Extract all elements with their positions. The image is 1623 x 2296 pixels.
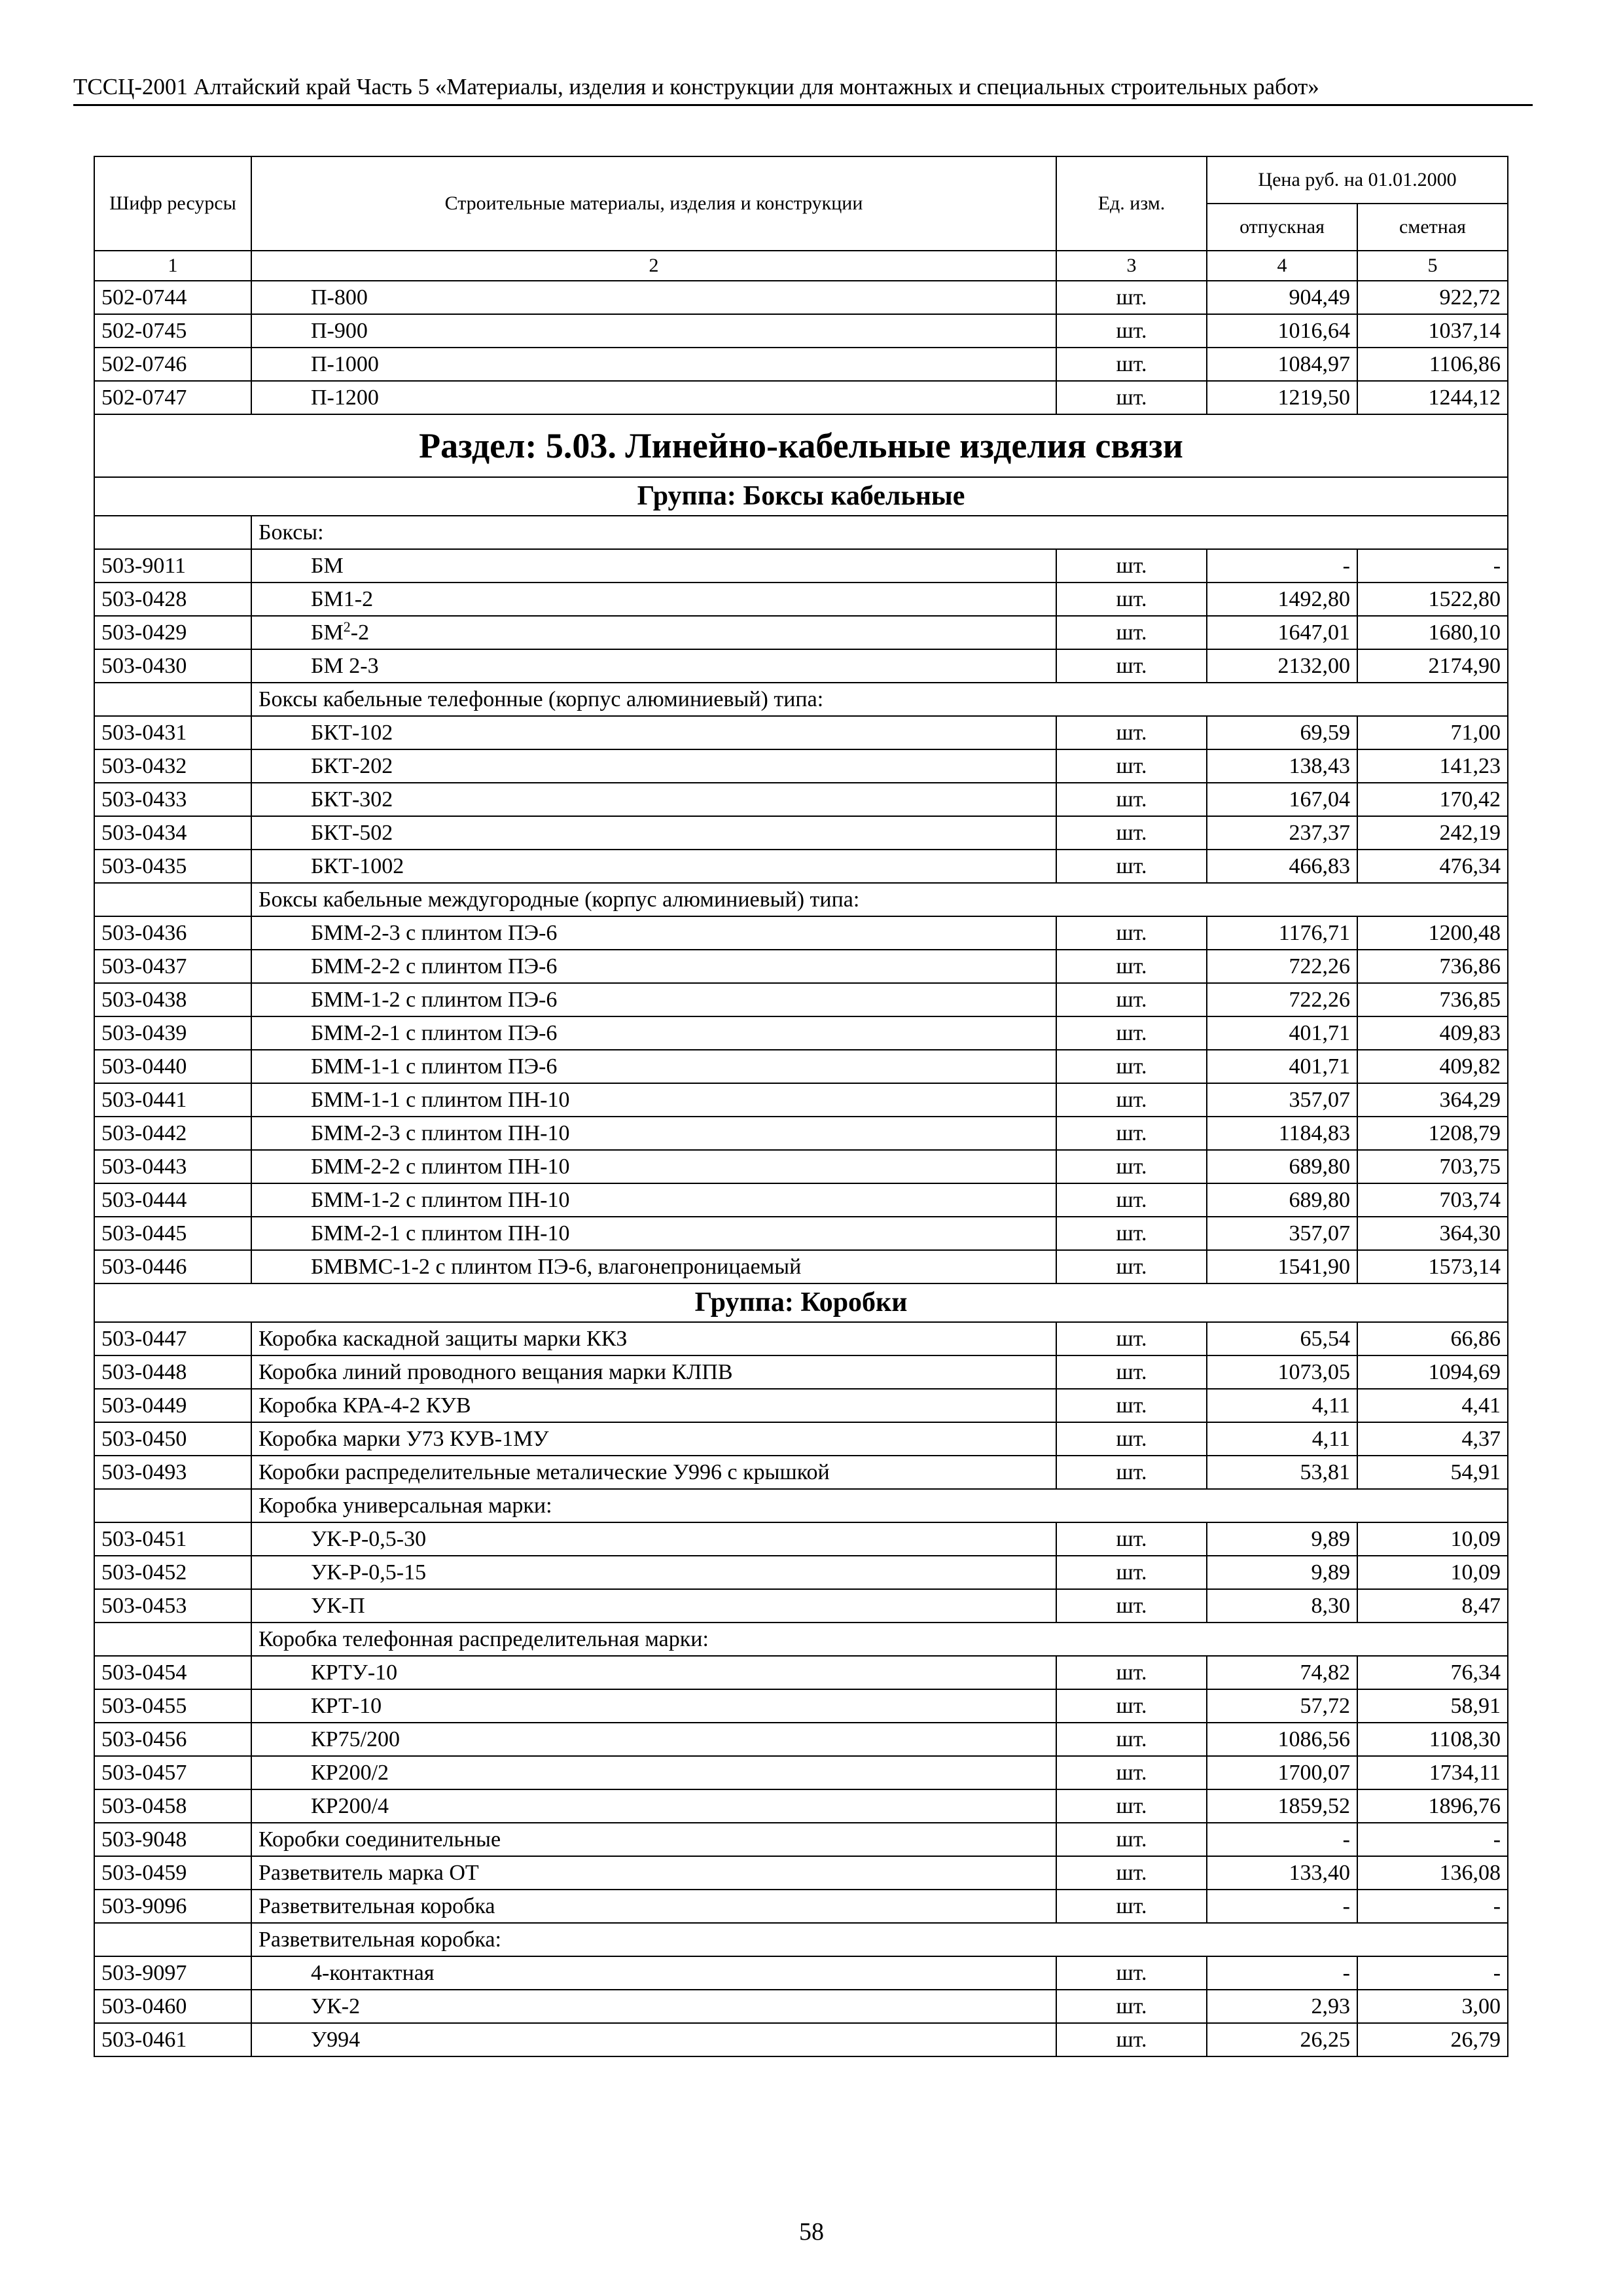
price-release-cell: 357,07 xyxy=(1207,1217,1357,1250)
name-cell: КРТУ-10 xyxy=(251,1656,1056,1689)
unit-cell: шт. xyxy=(1056,983,1207,1016)
code-cell: 503-9097 xyxy=(94,1956,251,1990)
col-code-header: Шифр ресурсы xyxy=(94,156,251,251)
table-row xyxy=(94,1083,1508,1117)
subheading-row xyxy=(94,883,1508,916)
table-row xyxy=(94,281,1508,314)
code-cell: 503-0441 xyxy=(94,1083,251,1117)
unit-cell: шт. xyxy=(1056,1689,1207,1723)
table-row xyxy=(94,816,1508,850)
table-row xyxy=(94,583,1508,616)
code-cell: 503-0443 xyxy=(94,1150,251,1183)
price-estimate-cell: 1094,69 xyxy=(1357,1355,1508,1389)
code-cell: 503-0438 xyxy=(94,983,251,1016)
table-row xyxy=(94,1756,1508,1789)
page-number: 58 xyxy=(799,2218,824,2246)
name-cell: БММ-1-1 с плинтом ПЭ-6 xyxy=(251,1050,1056,1083)
unit-cell: шт. xyxy=(1056,1856,1207,1890)
price-estimate-cell: 922,72 xyxy=(1357,281,1508,314)
price-release-cell: 2,93 xyxy=(1207,1990,1357,2023)
price-release-cell: 1219,50 xyxy=(1207,381,1357,414)
running-header: ТССЦ-2001 Алтайский край Часть 5 «Материалы, изделия и конструкции для монтажных и специальных строительных работ» xyxy=(73,72,1533,106)
price-estimate-cell: 364,30 xyxy=(1357,1217,1508,1250)
unit-cell: шт. xyxy=(1056,616,1207,649)
table-row xyxy=(94,381,1508,414)
code-cell: 503-0428 xyxy=(94,583,251,616)
price-release-cell: 4,11 xyxy=(1207,1389,1357,1422)
price-release-cell: 2132,00 xyxy=(1207,649,1357,683)
unit-cell: шт. xyxy=(1056,1389,1207,1422)
table-row xyxy=(94,1050,1508,1083)
price-estimate-cell: 4,41 xyxy=(1357,1389,1508,1422)
name-cell: БММ-2-3 с плинтом ПЭ-6 xyxy=(251,916,1056,950)
price-release-cell: 53,81 xyxy=(1207,1456,1357,1489)
price-estimate-cell: 170,42 xyxy=(1357,783,1508,816)
table-row xyxy=(94,1823,1508,1856)
code-cell: 503-0461 xyxy=(94,2023,251,2056)
table-row xyxy=(94,1250,1508,1283)
price-estimate-cell: 476,34 xyxy=(1357,850,1508,883)
table-row xyxy=(94,1656,1508,1689)
unit-cell: шт. xyxy=(1056,850,1207,883)
unit-cell: шт. xyxy=(1056,2023,1207,2056)
price-release-cell: - xyxy=(1207,1823,1357,1856)
group-heading-row xyxy=(94,477,1508,516)
col-number: 5 xyxy=(1357,251,1508,281)
code-cell: 503-0440 xyxy=(94,1050,251,1083)
name-cell: 4-контактная xyxy=(251,1956,1056,1990)
price-release-cell: 74,82 xyxy=(1207,1656,1357,1689)
code-cell: 503-0456 xyxy=(94,1723,251,1756)
table-row xyxy=(94,1322,1508,1355)
price-estimate-cell: 71,00 xyxy=(1357,716,1508,749)
price-release-cell: 466,83 xyxy=(1207,850,1357,883)
price-release-cell: 1647,01 xyxy=(1207,616,1357,649)
table-row xyxy=(94,716,1508,749)
table-row xyxy=(94,2023,1508,2056)
code-cell: 503-0448 xyxy=(94,1355,251,1389)
table-row xyxy=(94,314,1508,348)
subheading-row xyxy=(94,683,1508,716)
unit-cell: шт. xyxy=(1056,950,1207,983)
name-cell: Коробка линий проводного вещания марки КЛПВ xyxy=(251,1355,1056,1389)
table-row xyxy=(94,1456,1508,1489)
name-cell: КР200/2 xyxy=(251,1756,1056,1789)
unit-cell: шт. xyxy=(1056,816,1207,850)
price-estimate-cell: 736,85 xyxy=(1357,983,1508,1016)
unit-cell: шт. xyxy=(1056,649,1207,683)
name-cell: БММ-1-2 с плинтом ПЭ-6 xyxy=(251,983,1056,1016)
name-cell: БМ1-2 xyxy=(251,583,1056,616)
unit-cell: шт. xyxy=(1056,348,1207,381)
price-release-cell: 167,04 xyxy=(1207,783,1357,816)
unit-cell: шт. xyxy=(1056,1990,1207,2023)
code-cell: 503-0435 xyxy=(94,850,251,883)
price-estimate-cell: 1573,14 xyxy=(1357,1250,1508,1283)
name-cell: БКТ-302 xyxy=(251,783,1056,816)
unit-cell: шт. xyxy=(1056,281,1207,314)
price-estimate-cell: 54,91 xyxy=(1357,1456,1508,1489)
price-release-cell: 1859,52 xyxy=(1207,1789,1357,1823)
name-cell: БМВМС-1-2 с плинтом ПЭ-6, влагонепроницаемый xyxy=(251,1250,1056,1283)
table-row xyxy=(94,1689,1508,1723)
unit-cell: шт. xyxy=(1056,1656,1207,1689)
price-estimate-cell: 1108,30 xyxy=(1357,1723,1508,1756)
table-row xyxy=(94,1789,1508,1823)
code-cell: 503-0453 xyxy=(94,1589,251,1623)
name-cell: Коробка КРА-4-2 КУВ xyxy=(251,1389,1056,1422)
name-cell: Разветвительная коробка xyxy=(251,1890,1056,1923)
unit-cell: шт. xyxy=(1056,1890,1207,1923)
unit-cell: шт. xyxy=(1056,1556,1207,1589)
price-release-cell: 689,80 xyxy=(1207,1183,1357,1217)
code-cell: 503-0437 xyxy=(94,950,251,983)
code-cell: 503-0446 xyxy=(94,1250,251,1283)
price-release-cell: 401,71 xyxy=(1207,1050,1357,1083)
price-release-cell: 1073,05 xyxy=(1207,1355,1357,1389)
price-estimate-cell: 8,47 xyxy=(1357,1589,1508,1623)
unit-cell: шт. xyxy=(1056,1050,1207,1083)
code-cell: 503-0442 xyxy=(94,1117,251,1150)
name-cell: УК-Р-0,5-30 xyxy=(251,1522,1056,1556)
code-cell: 503-0455 xyxy=(94,1689,251,1723)
price-estimate-cell: 2174,90 xyxy=(1357,649,1508,683)
col-number: 4 xyxy=(1207,251,1357,281)
table-row xyxy=(94,983,1508,1016)
price-estimate-cell: 1734,11 xyxy=(1357,1756,1508,1789)
price-estimate-cell: 364,29 xyxy=(1357,1083,1508,1117)
price-estimate-cell: 66,86 xyxy=(1357,1322,1508,1355)
code-cell: 503-0439 xyxy=(94,1016,251,1050)
table-row xyxy=(94,783,1508,816)
group-heading-row xyxy=(94,1283,1508,1322)
table-row xyxy=(94,1389,1508,1422)
group-title: Группа: Боксы кабельные xyxy=(94,477,1508,516)
price-release-cell: 401,71 xyxy=(1207,1016,1357,1050)
price-estimate-cell: 409,82 xyxy=(1357,1050,1508,1083)
price-estimate-cell: - xyxy=(1357,1823,1508,1856)
table-row xyxy=(94,1117,1508,1150)
price-release-cell: 1184,83 xyxy=(1207,1117,1357,1150)
table-header xyxy=(94,156,1508,281)
unit-cell: шт. xyxy=(1056,1456,1207,1489)
table-row xyxy=(94,950,1508,983)
price-estimate-cell: 3,00 xyxy=(1357,1990,1508,2023)
subheading: Боксы кабельные телефонные (корпус алюминиевый) типа: xyxy=(251,683,1508,716)
code-cell: 503-0457 xyxy=(94,1756,251,1789)
unit-cell: шт. xyxy=(1056,381,1207,414)
table-row xyxy=(94,1956,1508,1990)
unit-cell: шт. xyxy=(1056,749,1207,783)
name-cell: КРТ-10 xyxy=(251,1689,1056,1723)
table-row xyxy=(94,850,1508,883)
name-cell: УК-2 xyxy=(251,1990,1056,2023)
code-cell: 503-9096 xyxy=(94,1890,251,1923)
subheading: Боксы кабельные междугородные (корпус алюминиевый) типа: xyxy=(251,883,1508,916)
name-cell: БКТ-1002 xyxy=(251,850,1056,883)
name-cell: Коробки распределительные металические У996 с крышкой xyxy=(251,1456,1056,1489)
price-estimate-cell: 703,74 xyxy=(1357,1183,1508,1217)
table-row xyxy=(94,1890,1508,1923)
code-cell: 503-0493 xyxy=(94,1456,251,1489)
name-cell: БММ-2-2 с плинтом ПЭ-6 xyxy=(251,950,1056,983)
code-cell: 503-0459 xyxy=(94,1856,251,1890)
name-cell: Коробка марки У73 КУВ-1МУ xyxy=(251,1422,1056,1456)
name-cell: БММ-2-3 с плинтом ПН-10 xyxy=(251,1117,1056,1150)
section-heading-row xyxy=(94,414,1508,477)
code-cell: 503-0450 xyxy=(94,1422,251,1456)
table-row xyxy=(94,348,1508,381)
code-cell: 502-0747 xyxy=(94,381,251,414)
unit-cell: шт. xyxy=(1056,1756,1207,1789)
price-estimate-cell: 1244,12 xyxy=(1357,381,1508,414)
name-cell: П-800 xyxy=(251,281,1056,314)
price-estimate-cell: 1200,48 xyxy=(1357,916,1508,950)
name-superscript: 2 xyxy=(343,619,351,635)
price-release-cell: 1492,80 xyxy=(1207,583,1357,616)
price-estimate-cell: 4,37 xyxy=(1357,1422,1508,1456)
price-release-cell: 689,80 xyxy=(1207,1150,1357,1183)
unit-cell: шт. xyxy=(1056,549,1207,583)
unit-cell: шт. xyxy=(1056,1789,1207,1823)
code-cell: 503-0431 xyxy=(94,716,251,749)
subheading-row xyxy=(94,1923,1508,1956)
price-estimate-cell: 1896,76 xyxy=(1357,1789,1508,1823)
name-cell: Коробки соединительные xyxy=(251,1823,1056,1856)
code-cell: 503-0454 xyxy=(94,1656,251,1689)
name-cell: БММ-2-1 с плинтом ПН-10 xyxy=(251,1217,1056,1250)
table-row xyxy=(94,1589,1508,1623)
table-row xyxy=(94,1990,1508,2023)
unit-cell: шт. xyxy=(1056,1217,1207,1250)
price-estimate-cell: 1522,80 xyxy=(1357,583,1508,616)
name-cell: БММ-1-1 с плинтом ПН-10 xyxy=(251,1083,1056,1117)
price-estimate-cell: 1037,14 xyxy=(1357,314,1508,348)
price-release-cell: - xyxy=(1207,1890,1357,1923)
price-release-cell: 357,07 xyxy=(1207,1083,1357,1117)
subheading-row xyxy=(94,1623,1508,1656)
price-release-cell: - xyxy=(1207,549,1357,583)
price-release-cell: 1541,90 xyxy=(1207,1250,1357,1283)
code-cell: 503-0434 xyxy=(94,816,251,850)
name-cell: БМ 2-3 xyxy=(251,649,1056,683)
col-price-estimate-header: сметная xyxy=(1357,204,1508,251)
price-estimate-cell: 76,34 xyxy=(1357,1656,1508,1689)
name-cell: БКТ-502 xyxy=(251,816,1056,850)
price-release-cell: 722,26 xyxy=(1207,950,1357,983)
price-release-cell: 65,54 xyxy=(1207,1322,1357,1355)
code-cell: 503-0445 xyxy=(94,1217,251,1250)
table-row xyxy=(94,1016,1508,1050)
code-cell: 503-9011 xyxy=(94,549,251,583)
subheading: Разветвительная коробка: xyxy=(251,1923,1508,1956)
unit-cell: шт. xyxy=(1056,1016,1207,1050)
table-row xyxy=(94,749,1508,783)
table-row xyxy=(94,916,1508,950)
code-cell: 503-0451 xyxy=(94,1522,251,1556)
section-title: Раздел: 5.03. Линейно-кабельные изделия связи xyxy=(94,414,1508,477)
price-release-cell: 1084,97 xyxy=(1207,348,1357,381)
code-cell: 503-0458 xyxy=(94,1789,251,1823)
price-release-cell: 1176,71 xyxy=(1207,916,1357,950)
code-cell: 503-0433 xyxy=(94,783,251,816)
code-cell: 503-9048 xyxy=(94,1823,251,1856)
price-estimate-cell: 1680,10 xyxy=(1357,616,1508,649)
unit-cell: шт. xyxy=(1056,1117,1207,1150)
code-cell: 503-0447 xyxy=(94,1322,251,1355)
price-estimate-cell: - xyxy=(1357,1890,1508,1923)
name-tail: -2 xyxy=(350,620,370,645)
name-cell: БММ-1-2 с плинтом ПН-10 xyxy=(251,1183,1056,1217)
name-cell: У994 xyxy=(251,2023,1056,2056)
subheading: Боксы: xyxy=(251,516,1508,549)
unit-cell: шт. xyxy=(1056,1083,1207,1117)
price-release-cell: 8,30 xyxy=(1207,1589,1357,1623)
unit-cell: шт. xyxy=(1056,783,1207,816)
price-release-cell: 237,37 xyxy=(1207,816,1357,850)
col-number: 2 xyxy=(251,251,1056,281)
unit-cell: шт. xyxy=(1056,716,1207,749)
unit-cell: шт. xyxy=(1056,1322,1207,1355)
name-cell: КР200/4 xyxy=(251,1789,1056,1823)
code-cell: 503-0460 xyxy=(94,1990,251,2023)
price-release-cell: - xyxy=(1207,1956,1357,1990)
code-cell: 503-0449 xyxy=(94,1389,251,1422)
code-cell: 503-0430 xyxy=(94,649,251,683)
name-cell: П-900 xyxy=(251,314,1056,348)
name-base: БМ xyxy=(311,620,344,645)
name-cell: П-1000 xyxy=(251,348,1056,381)
price-estimate-cell: 136,08 xyxy=(1357,1856,1508,1890)
price-estimate-cell: 1106,86 xyxy=(1357,348,1508,381)
unit-cell: шт. xyxy=(1056,1250,1207,1283)
unit-cell: шт. xyxy=(1056,1183,1207,1217)
price-release-cell: 4,11 xyxy=(1207,1422,1357,1456)
name-cell: Коробка каскадной защиты марки ККЗ xyxy=(251,1322,1056,1355)
price-estimate-cell: 141,23 xyxy=(1357,749,1508,783)
code-cell: 503-0432 xyxy=(94,749,251,783)
unit-cell: шт. xyxy=(1056,314,1207,348)
table-row xyxy=(94,1183,1508,1217)
price-estimate-cell: 242,19 xyxy=(1357,816,1508,850)
price-release-cell: 133,40 xyxy=(1207,1856,1357,1890)
table-row xyxy=(94,1723,1508,1756)
name-cell: П-1200 xyxy=(251,381,1056,414)
table-row xyxy=(94,1422,1508,1456)
col-name-header: Строительные материалы, изделия и конструкции xyxy=(251,156,1056,251)
unit-cell: шт. xyxy=(1056,1150,1207,1183)
col-price-group-header: Цена руб. на 01.01.2000 xyxy=(1207,156,1508,204)
name-cell: УК-Р-0,5-15 xyxy=(251,1556,1056,1589)
price-release-cell: 26,25 xyxy=(1207,2023,1357,2056)
name-cell: БММ-2-1 с плинтом ПЭ-6 xyxy=(251,1016,1056,1050)
price-estimate-cell: - xyxy=(1357,1956,1508,1990)
code-cell: 502-0746 xyxy=(94,348,251,381)
price-release-cell: 9,89 xyxy=(1207,1556,1357,1589)
subheading-row xyxy=(94,1489,1508,1522)
name-cell: УК-П xyxy=(251,1589,1056,1623)
unit-cell: шт. xyxy=(1056,916,1207,950)
price-release-cell: 904,49 xyxy=(1207,281,1357,314)
table-row xyxy=(94,649,1508,683)
table-row xyxy=(94,1556,1508,1589)
price-release-cell: 1016,64 xyxy=(1207,314,1357,348)
name-cell: БМ xyxy=(251,549,1056,583)
table-row xyxy=(94,1150,1508,1183)
price-release-cell: 69,59 xyxy=(1207,716,1357,749)
table-row xyxy=(94,1856,1508,1890)
col-price-release-header: отпускная xyxy=(1207,204,1357,251)
name-cell xyxy=(251,616,1056,649)
unit-cell: шт. xyxy=(1056,1956,1207,1990)
name-cell: БММ-2-2 с плинтом ПН-10 xyxy=(251,1150,1056,1183)
name-cell: КР75/200 xyxy=(251,1723,1056,1756)
price-estimate-cell: 703,75 xyxy=(1357,1150,1508,1183)
subheading-row xyxy=(94,516,1508,549)
price-estimate-cell: - xyxy=(1357,549,1508,583)
price-release-cell: 57,72 xyxy=(1207,1689,1357,1723)
group-title: Группа: Коробки xyxy=(94,1283,1508,1322)
table-row xyxy=(94,616,1508,649)
price-release-cell: 138,43 xyxy=(1207,749,1357,783)
col-unit-header: Ед. изм. xyxy=(1056,156,1207,251)
table-row xyxy=(94,1522,1508,1556)
unit-cell: шт. xyxy=(1056,1522,1207,1556)
price-release-cell: 722,26 xyxy=(1207,983,1357,1016)
table-row xyxy=(94,1217,1508,1250)
name-cell: БКТ-202 xyxy=(251,749,1056,783)
price-estimate-cell: 736,86 xyxy=(1357,950,1508,983)
unit-cell: шт. xyxy=(1056,583,1207,616)
price-release-cell: 1086,56 xyxy=(1207,1723,1357,1756)
column-number-row xyxy=(94,251,1508,281)
price-estimate-cell: 10,09 xyxy=(1357,1522,1508,1556)
code-cell: 502-0744 xyxy=(94,281,251,314)
price-estimate-cell: 58,91 xyxy=(1357,1689,1508,1723)
price-estimate-cell: 10,09 xyxy=(1357,1556,1508,1589)
table-row xyxy=(94,1355,1508,1389)
code-cell: 503-0436 xyxy=(94,916,251,950)
code-cell: 503-0452 xyxy=(94,1556,251,1589)
code-cell: 503-0429 xyxy=(94,616,251,649)
unit-cell: шт. xyxy=(1056,1589,1207,1623)
code-cell: 502-0745 xyxy=(94,314,251,348)
unit-cell: шт. xyxy=(1056,1422,1207,1456)
unit-cell: шт. xyxy=(1056,1355,1207,1389)
col-number: 1 xyxy=(94,251,251,281)
subheading: Коробка телефонная распределительная марки: xyxy=(251,1623,1508,1656)
code-cell: 503-0444 xyxy=(94,1183,251,1217)
price-estimate-cell: 409,83 xyxy=(1357,1016,1508,1050)
price-release-cell: 1700,07 xyxy=(1207,1756,1357,1789)
unit-cell: шт. xyxy=(1056,1723,1207,1756)
name-cell: БКТ-102 xyxy=(251,716,1056,749)
price-estimate-cell: 26,79 xyxy=(1357,2023,1508,2056)
subheading: Коробка универсальная марки: xyxy=(251,1489,1508,1522)
unit-cell: шт. xyxy=(1056,1823,1207,1856)
price-release-cell: 9,89 xyxy=(1207,1522,1357,1556)
table-row xyxy=(94,549,1508,583)
price-table xyxy=(94,156,1508,2057)
col-number: 3 xyxy=(1056,251,1207,281)
price-estimate-cell: 1208,79 xyxy=(1357,1117,1508,1150)
name-cell: Разветвитель марка ОТ xyxy=(251,1856,1056,1890)
